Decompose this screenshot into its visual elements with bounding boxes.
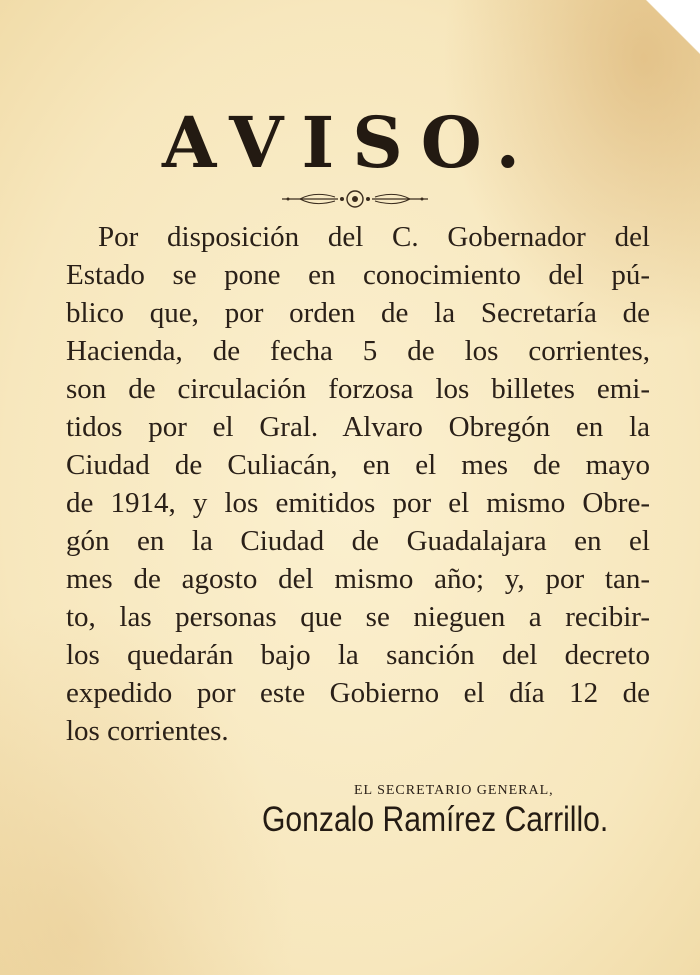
body-line: gón en la Ciudad de Guadalajara en el (66, 525, 650, 557)
body-line: son de circulación forzosa los billetes emi- (66, 373, 650, 405)
body-line: de 1914, y los emitidos por el mismo Obre- (66, 487, 650, 519)
body-line: expedido por este Gobierno el día 12 de (66, 677, 650, 709)
body-line: mes de agosto del mismo año; y, por tan- (66, 563, 650, 595)
body-line: tidos por el Gral. Alvaro Obregón en la (66, 411, 650, 443)
signature: Gonzalo Ramírez Carrillo. (262, 800, 609, 839)
body-line: blico que, por orden de la Secretaría de (66, 297, 650, 329)
body-line: los quedarán bajo la sanción del decreto (66, 639, 650, 671)
body-line: Estado se pone en conocimiento del pú- (66, 259, 650, 291)
body-line: los corrientes. (66, 715, 229, 747)
body-line: Por disposición del C. Gobernador del (98, 221, 650, 253)
flourish-ornament-icon (280, 188, 430, 210)
body-line: to, las personas que se nieguen a recibir- (66, 601, 650, 633)
secretary-title: EL SECRETARIO GENERAL, (354, 783, 554, 798)
notice-title: AVISO. (161, 101, 539, 184)
notice-body (66, 218, 650, 750)
body-line: Ciudad de Culiacán, en el mes de mayo (66, 449, 650, 481)
body-line: Hacienda, de fecha 5 de los corrientes, (66, 335, 650, 367)
